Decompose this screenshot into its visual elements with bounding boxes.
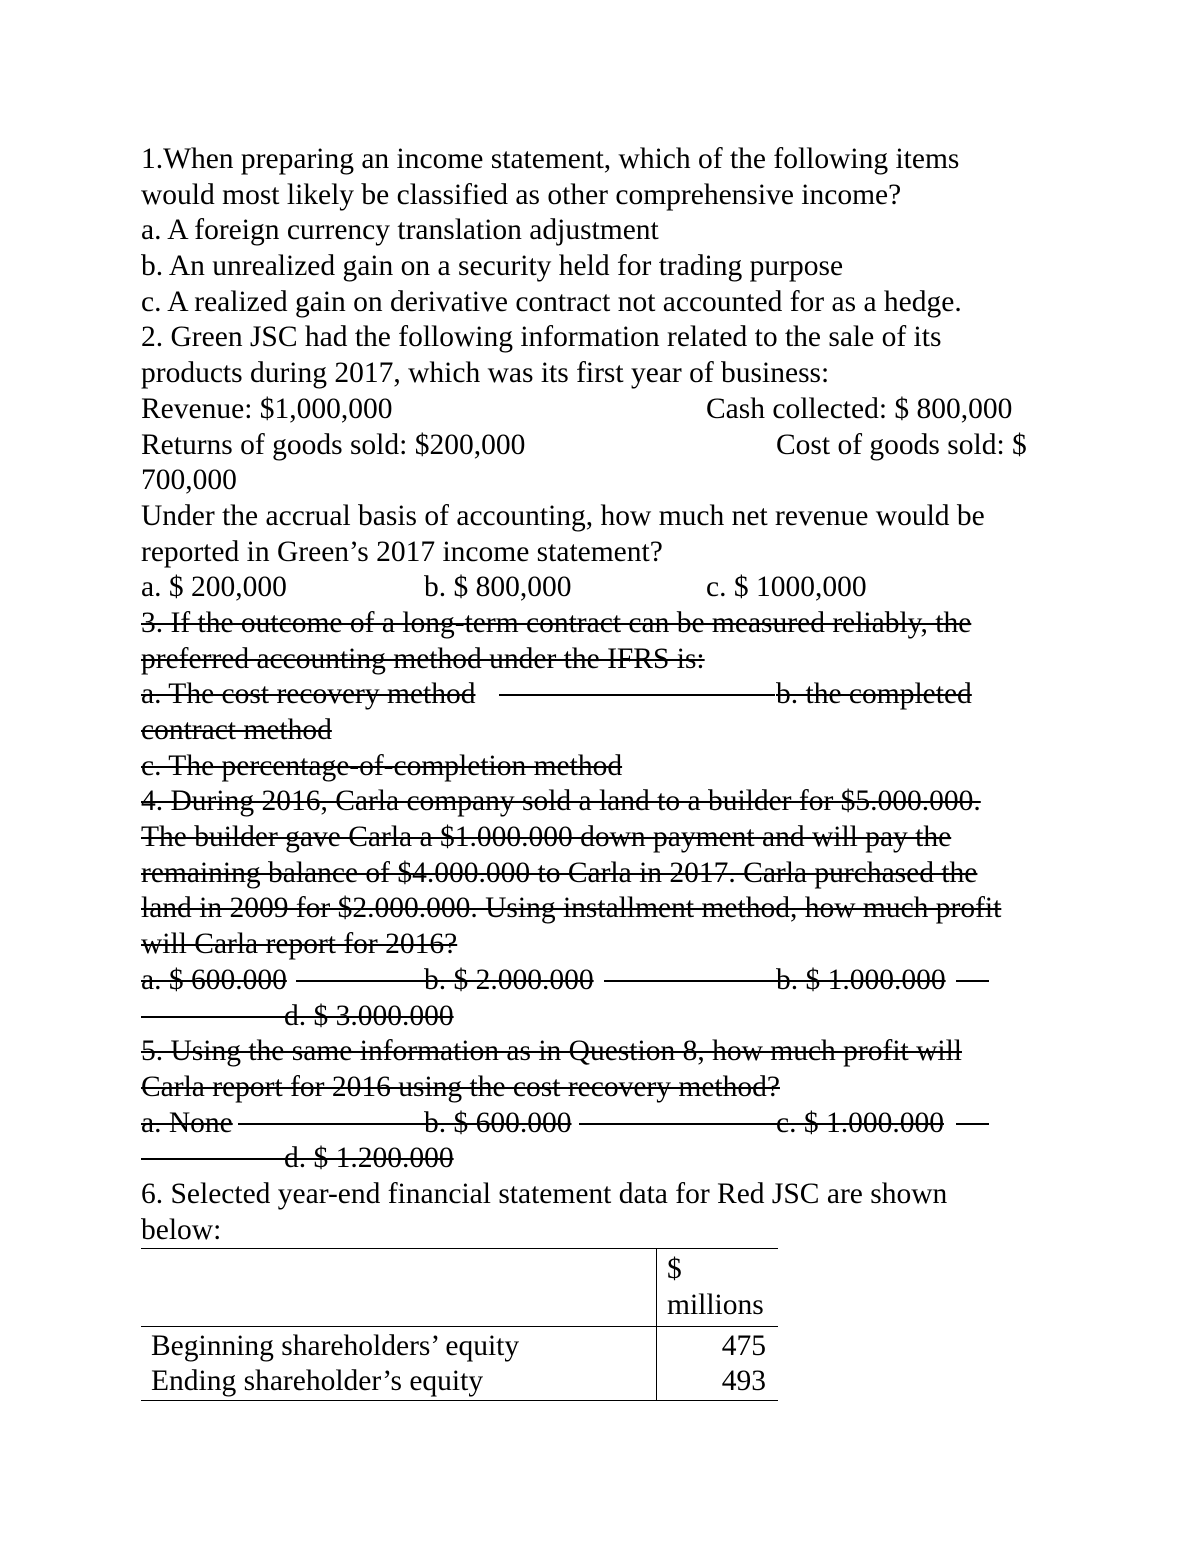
table-row-value: 493 [657, 1364, 779, 1400]
strike-gap [499, 694, 775, 696]
q5-options-row [141, 1106, 1061, 1142]
q4-options-row [141, 963, 1061, 999]
q2-option-b: b. $ 800,000 [424, 571, 572, 604]
q3-option-c: c. The percentage-of-completion method [141, 749, 623, 782]
q2-cogs-cont: 700,000 [141, 464, 237, 497]
q5-option-c: c. $ 1.000.000 [776, 1106, 944, 1139]
q4-line-3: remaining balance of $4.000.000 to Carla in 2017. Carla purchased the [141, 856, 978, 889]
table-header-row [141, 1249, 778, 1326]
q3-option-b-cont: contract method [141, 714, 332, 746]
table-row [141, 1326, 778, 1364]
q2-question-line-1: Under the accrual basis of accounting, how much net revenue would be [141, 499, 985, 532]
q4-option-c: b. $ 1.000.000 [776, 963, 946, 996]
q1-option-c: c. A realized gain on derivative contract not accounted for as a hedge. [141, 285, 962, 318]
q2-cogs: Cost of goods sold: $ [776, 428, 1027, 461]
q1-option-a: a. A foreign currency translation adjustment [141, 214, 659, 247]
table-header-empty [141, 1249, 657, 1326]
q5-option-d: d. $ 1.200.000 [284, 1142, 454, 1175]
q2-cash-collected: Cash collected: $ 800,000 [706, 392, 1013, 425]
q3-line-2: preferred accounting method under the IFRS is: [141, 642, 705, 675]
q1-line-1: 1.When preparing an income statement, which of the following items [141, 143, 960, 175]
strike-gap [141, 1016, 284, 1018]
q3-option-a: a. The cost recovery method [141, 678, 476, 711]
strike-gap [956, 1123, 989, 1125]
q2-line-2: products during 2017, which was its first year of business: [141, 357, 830, 390]
strike-gap [956, 980, 989, 982]
q2-revenue: Revenue: $1,000,000 [141, 392, 393, 425]
q4-options-row-2 [141, 999, 1061, 1035]
document-page [141, 142, 1061, 1401]
q1-line-2: would most likely be classified as other comprehensive income? [141, 178, 902, 211]
q4-line-5: will Carla report for 2016? [141, 928, 458, 961]
q4-option-b: b. $ 2.000.000 [424, 963, 594, 996]
q3-option-b: b. the completed [776, 678, 972, 711]
q4-line-1: 4. During 2016, Carla company sold a land to a builder for $5.000.000. [141, 785, 981, 818]
equity-table [141, 1248, 778, 1401]
q5-line-2: Carla report for 2016 using the cost recovery method? [141, 1070, 780, 1103]
table-header-unit [657, 1249, 779, 1326]
q6-line-2: below: [141, 1213, 222, 1246]
q4-line-2: The builder gave Carla a $1.000.000 down payment and will pay the [141, 821, 952, 854]
q2-options [141, 570, 1061, 606]
q2-data-row-1 [141, 392, 1061, 428]
q4-option-a: a. $ 600.000 [141, 963, 287, 996]
q5-line-1: 5. Using the same information as in Question 8, how much profit will [141, 1035, 962, 1068]
table-row [141, 1364, 778, 1400]
q2-option-a: a. $ 200,000 [141, 571, 287, 604]
q2-line-1: 2. Green JSC had the following information related to the sale of its [141, 321, 942, 354]
table-row-value: 475 [657, 1326, 779, 1364]
strike-gap [141, 1158, 284, 1160]
q5-options-row-2 [141, 1141, 1061, 1177]
q4-line-4: land in 2009 for $2.000.000. Using installment method, how much profit [141, 892, 1002, 925]
strike-gap [296, 980, 424, 982]
q3-line-1: 3. If the outcome of a long-term contract can be measured reliably, the [141, 606, 972, 639]
q1-option-b: b. An unrealized gain on a security held for trading purpose [141, 250, 844, 283]
q4-option-d: d. $ 3.000.000 [284, 999, 454, 1032]
strike-gap [238, 1123, 424, 1125]
table-header-millions: millions [667, 1289, 764, 1322]
q2-option-c: c. $ 1000,000 [706, 571, 867, 604]
q2-returns: Returns of goods sold: $200,000 [141, 428, 526, 461]
table-header-currency: $ [667, 1253, 682, 1286]
q2-data-row-2 [141, 428, 1061, 464]
q3-options-row [141, 677, 1061, 713]
q5-option-a: a. None [141, 1106, 233, 1139]
q5-option-b: b. $ 600.000 [424, 1106, 572, 1139]
strike-gap [604, 980, 776, 982]
table-row-label: Ending shareholder’s equity [151, 1365, 484, 1398]
strike-gap [579, 1123, 776, 1125]
table-row-label: Beginning shareholders’ equity [141, 1326, 657, 1364]
q2-question-line-2: reported in Green’s 2017 income statement? [141, 535, 663, 568]
q6-line-1: 6. Selected year-end financial statement data for Red JSC are shown [141, 1177, 948, 1210]
